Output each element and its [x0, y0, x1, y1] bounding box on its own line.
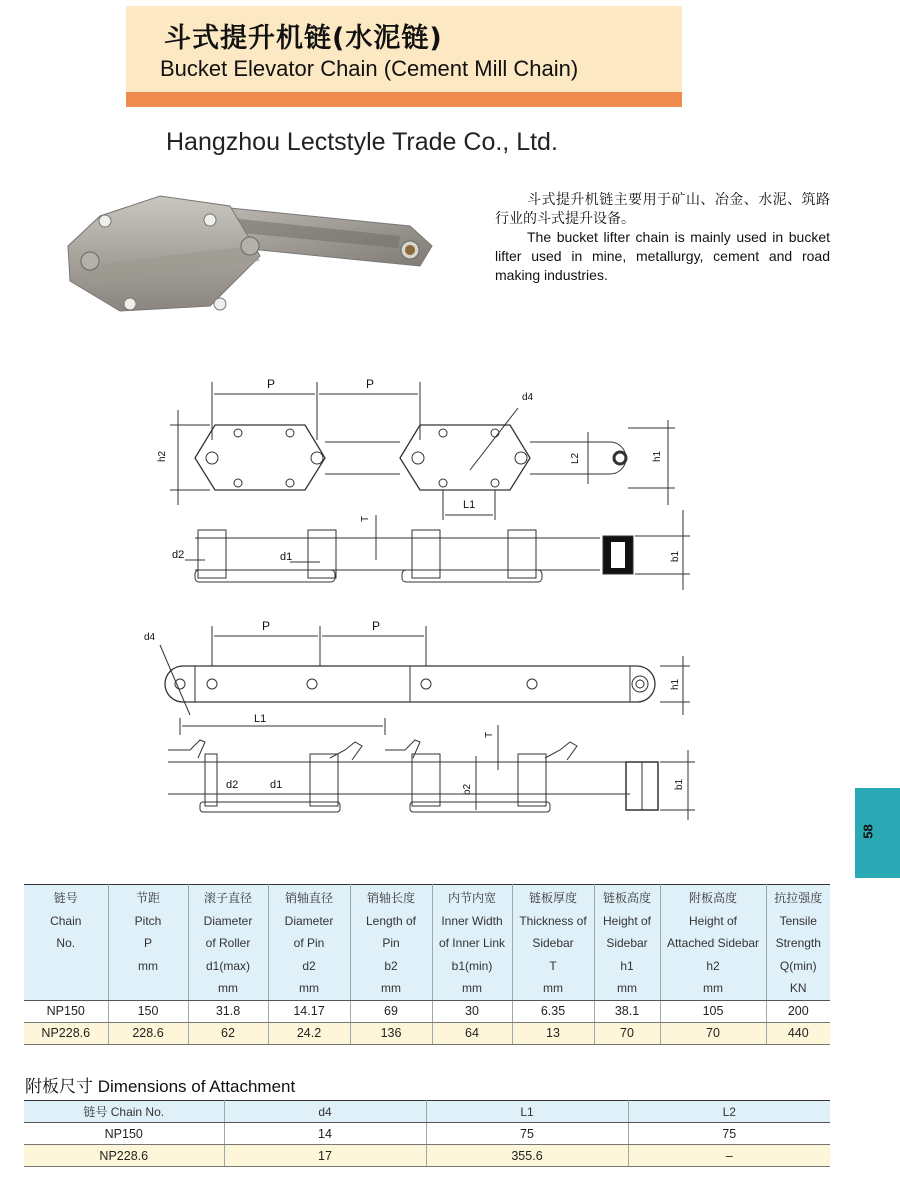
label-t-2: T	[484, 731, 495, 738]
title-english: Bucket Elevator Chain (Cement Mill Chain)	[160, 56, 579, 81]
table-cell: 228.6	[108, 1022, 188, 1044]
table-cell: NP150	[24, 1123, 224, 1145]
label-d1-1: d1	[280, 551, 293, 563]
table-cell: –	[628, 1145, 830, 1167]
table-cell: 440	[766, 1022, 830, 1044]
table-row	[24, 1123, 830, 1145]
label-l2: L2	[570, 452, 581, 464]
label-h2: h2	[157, 450, 168, 462]
spec-header-cell: 链板高度 Height of Sidebar h1 mm	[594, 885, 660, 1001]
title-accent-bar	[126, 92, 682, 107]
spec-header-cell: 销轴直径 Diameter of Pin d2 mm	[268, 885, 350, 1001]
spec-header-cell: 滚子直径 Diameter of Roller d1(max) mm	[188, 885, 268, 1001]
attachment-header-cell: 链号 Chain No.	[24, 1101, 224, 1123]
table-cell: 136	[350, 1022, 432, 1044]
attachment-header-cell: L2	[628, 1101, 830, 1123]
attachment-table	[24, 1100, 830, 1167]
table-cell: 17	[224, 1145, 426, 1167]
spec-header-cell: 抗拉强度 Tensile Strength Q(min) KN	[766, 885, 830, 1001]
table-cell: 24.2	[268, 1022, 350, 1044]
table-cell: NP150	[24, 1000, 108, 1022]
label-h1-1: h1	[652, 450, 663, 462]
table-cell: 62	[188, 1022, 268, 1044]
spec-header-cell: 内节内宽 Inner Width of Inner Link b1(min) mm	[432, 885, 512, 1001]
label-p-1: P	[267, 377, 276, 391]
label-l1-1: L1	[463, 499, 476, 511]
table-cell: 75	[628, 1123, 830, 1145]
table-row	[24, 1022, 830, 1044]
spec-header-cell: 附板高度 Height of Attached Sidebar h2 mm	[660, 885, 766, 1001]
table-cell: NP228.6	[24, 1145, 224, 1167]
attachment-header-row	[24, 1101, 830, 1123]
table-cell: 31.8	[188, 1000, 268, 1022]
table-cell: 14.17	[268, 1000, 350, 1022]
table-cell: 30	[432, 1000, 512, 1022]
page-number: 58	[860, 824, 876, 839]
description-chinese: 斗式提升机链主要用于矿山、冶金、水泥、筑路行业的斗式提升设备。	[495, 191, 830, 226]
table-cell: 150	[108, 1000, 188, 1022]
label-b1-1: b1	[670, 550, 681, 562]
spec-header-row	[24, 885, 830, 1001]
page-tab	[855, 788, 900, 878]
label-b2: b2	[462, 783, 473, 795]
label-h1-2: h1	[670, 678, 681, 690]
description	[495, 190, 830, 285]
technical-drawing	[130, 370, 710, 830]
table-cell: 64	[432, 1022, 512, 1044]
table-cell: 200	[766, 1000, 830, 1022]
table-row	[24, 1145, 830, 1167]
label-t-1: T	[360, 515, 371, 522]
label-d2-1: d2	[172, 549, 185, 561]
table-cell: 13	[512, 1022, 594, 1044]
table-cell: 38.1	[594, 1000, 660, 1022]
label-d2-2: d2	[226, 779, 239, 791]
company-name: Hangzhou Lectstyle Trade Co., Ltd.	[166, 128, 558, 156]
label-p-4: P	[372, 619, 381, 633]
description-english: The bucket lifter chain is mainly used in bucket lifter used in mine, metallurgy, cement and road making industries.	[495, 229, 830, 283]
label-d4-2: d4	[144, 632, 156, 643]
attachment-title: 附板尺寸 Dimensions of Attachment	[25, 1077, 296, 1096]
table-cell: 69	[350, 1000, 432, 1022]
spec-header-cell: 链板厚度 Thickness of Sidebar T mm	[512, 885, 594, 1001]
spec-header-cell: 销轴长度 Length of Pin b2 mm	[350, 885, 432, 1001]
table-row	[24, 1000, 830, 1022]
table-cell: 70	[660, 1022, 766, 1044]
spec-header-cell: 节距 Pitch P mm	[108, 885, 188, 1001]
attachment-header-cell: d4	[224, 1101, 426, 1123]
chain-photo	[60, 186, 440, 336]
spec-table	[24, 884, 830, 1045]
table-cell: NP228.6	[24, 1022, 108, 1044]
table-cell: 355.6	[426, 1145, 628, 1167]
table-cell: 105	[660, 1000, 766, 1022]
spec-header-cell: 链号 Chain No.	[24, 885, 108, 1001]
table-cell: 70	[594, 1022, 660, 1044]
title-chinese: 斗式提升机链(水泥链)	[164, 23, 443, 54]
label-d1-2: d1	[270, 779, 283, 791]
table-cell: 6.35	[512, 1000, 594, 1022]
label-p-3: P	[262, 619, 271, 633]
table-cell: 75	[426, 1123, 628, 1145]
label-l1-2: L1	[254, 713, 267, 725]
attachment-header-cell: L1	[426, 1101, 628, 1123]
label-p-2: P	[366, 377, 375, 391]
label-b1-2: b1	[674, 778, 685, 790]
label-d4-1: d4	[522, 392, 534, 403]
table-cell: 14	[224, 1123, 426, 1145]
